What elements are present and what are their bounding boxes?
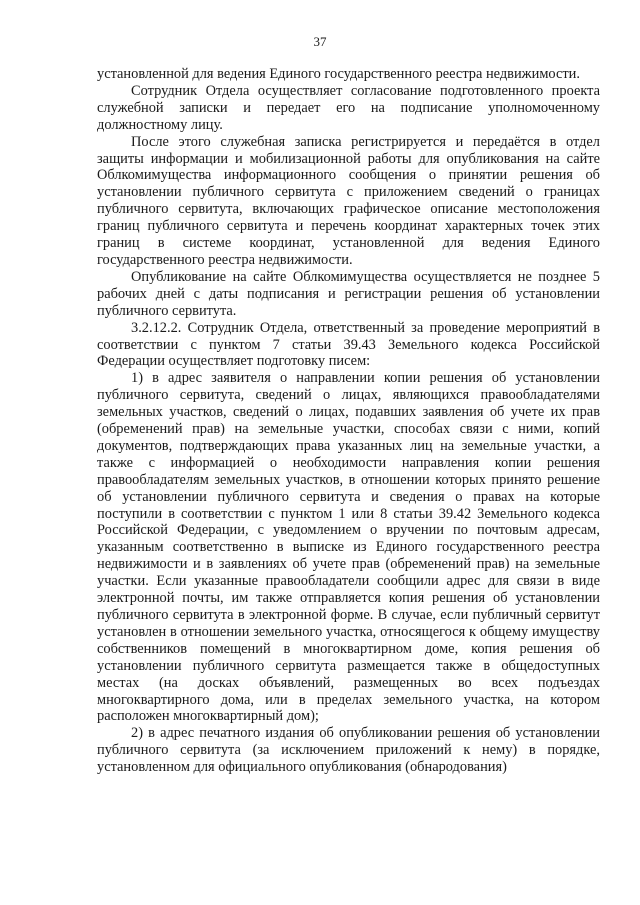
page-number: 37 — [313, 34, 327, 49]
paragraph-approval: Сотрудник Отдела осуществляет согласование подготовленного проекта служебной записки и передает его на подписание уполномоченному должностному лицу. — [97, 82, 600, 133]
document-body — [97, 66, 600, 776]
list-item-2: 2) в адрес печатного издания об опубликовании решения об установлении публичного сервитута (за исключением приложений к нему) в порядке, установленном для официального опубликования (обнародования) — [97, 725, 600, 776]
paragraph-registration: После этого служебная записка регистрируется и передаётся в отдел защиты информации и мобилизационной работы для опубликования на сайте Облкомимущества информационного сообщения о принятии решения об установлении публичного сервитута с приложением сведений о границах публичного сервитута, включающих графическое описание местоположения границ публичного сервитута и перечень координат характерных точек этих границ в системе координат, установленной для ведения Единого государственного реестра недвижимости. — [97, 133, 600, 268]
paragraph-continuation: установленной для ведения Единого государственного реестра недвижимости. — [97, 66, 580, 82]
paragraph-publication-deadline: Опубликование на сайте Облкомимущества осуществляется не позднее 5 рабочих дней с даты подписания и регистрации решения об установлении публичного сервитута. — [97, 268, 600, 319]
paragraph-section-3-2-12-2: 3.2.12.2. Сотрудник Отдела, ответственный за проведение мероприятий в соответствии с пунктом 7 статьи 39.43 Земельного кодекса Российской Федерации осуществляет подготовку писем: — [97, 319, 600, 370]
list-item-1: 1) в адрес заявителя о направлении копии решения об установлении публичного сервитута, сведений о лицах, являющихся правообладателями земельных участков, сведений о лицах, подавших заявления об учете их прав (обременений прав) на земельные участки, способах связи с ними, копий документов, подтверждающих права указанных лиц на земельные участки, а также с информацией о необходимости направления копии решения правообладателям земельных участков, в отношении которых принято решение об установлении публичного сервитута и сведения о правах на которые поступили в соответствии с пунктом 1 или 8 статьи 39.42 Земельного кодекса Российской Федерации, с уведомлением о вручении по почтовым адресам, указанным соответственно в выписке из Единого государственного реестра недвижимости и в заявлениях об учете прав (обременений прав) на земельные участки. Если указанные правообладатели сообщили адрес для связи в виде электронной почты, им также отправляется копия решения об установлении публичного сервитута в электронной форме. В случае, если публичный сервитут установлен в отношении земельного участка, относящегося к общему имуществу собственников помещений в многоквартирном доме, копия решения об установлении публичного сервитута размещается также в общедоступных местах (на досках объявлений, размещенных во всех подъездах многоквартирного дома, или в пределах земельного участка, на котором расположен многоквартирный дом); — [97, 370, 600, 725]
